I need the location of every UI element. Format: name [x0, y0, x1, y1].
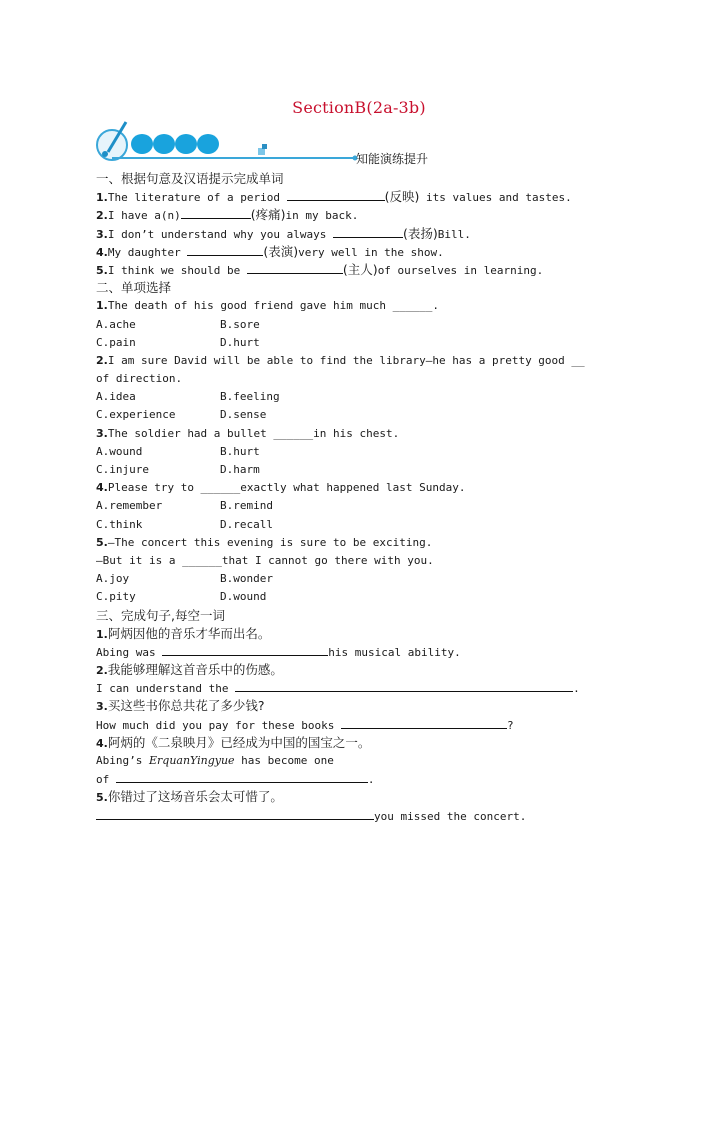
option-row	[96, 588, 636, 606]
answer-blank[interactable]	[187, 243, 263, 256]
sentence-prompt: 5.你错过了这场音乐会太可惜了。	[96, 789, 283, 805]
option-c[interactable]: C.think	[96, 517, 143, 531]
option-b[interactable]: B.sore	[220, 317, 260, 331]
answer-blank[interactable]	[235, 679, 573, 692]
option-row	[96, 406, 636, 424]
option-b[interactable]: B.remind	[220, 499, 273, 513]
option-d[interactable]: D.wound	[220, 590, 267, 604]
sentence-prompt: 2.我能够理解这首音乐中的伤感。	[96, 662, 283, 678]
fill-item: 5.I think we should be (主人)of ourselves in learning.	[96, 261, 544, 277]
fill-item: 4.My daughter (表演)very well in the show.	[96, 243, 444, 259]
option-d[interactable]: D.harm	[220, 463, 260, 476]
option-b[interactable]: B.wonder	[220, 572, 273, 586]
answer-blank[interactable]	[162, 643, 328, 656]
option-d[interactable]: D.sense	[220, 408, 267, 422]
option-a[interactable]: A.wound	[96, 444, 143, 458]
option-a[interactable]: A.remember	[96, 499, 163, 513]
sentence-answer: How much did you pay for these books ?	[96, 716, 636, 734]
option-row	[96, 570, 636, 588]
fill-item: 2.I have a(n) (疼痛)in my back.	[96, 207, 359, 223]
sentence-answer: you missed the concert.	[96, 807, 636, 825]
answer-blank[interactable]	[333, 225, 403, 238]
option-row	[96, 334, 636, 352]
banner-label: 知能演练提升	[356, 152, 429, 166]
fill-item: 1.The literature of a period (反映) its values and tastes.	[96, 189, 572, 205]
option-d[interactable]: D.hurt	[220, 335, 260, 349]
sentence-prompt: 1.阿炳因他的音乐才华而出名。	[96, 625, 271, 641]
answer-blank[interactable]	[181, 206, 251, 219]
question-stem-cont: —But it is a ______that I cannot go there with you.	[96, 553, 434, 567]
option-row	[96, 443, 636, 461]
option-c[interactable]: C.experience	[96, 408, 176, 422]
option-d[interactable]: D.recall	[220, 517, 273, 531]
option-row	[96, 316, 636, 334]
option-c[interactable]: C.pity	[96, 590, 136, 604]
pen-emblem-icon	[97, 122, 127, 160]
option-c[interactable]: C.injure	[96, 463, 149, 476]
option-c[interactable]: C.pain	[96, 335, 136, 349]
option-b[interactable]: B.hurt	[220, 444, 260, 458]
option-a[interactable]: A.joy	[96, 572, 130, 586]
question-stem-cont: of direction.	[96, 372, 183, 386]
question-stem: 3.The soldier had a bullet ______in his chest.	[96, 426, 400, 440]
option-row	[96, 497, 636, 515]
sentence-answer: I can understand the .	[96, 679, 636, 697]
answer-blank[interactable]	[341, 716, 507, 729]
option-row	[96, 388, 636, 406]
sentence-answer: Abing was his musical ability.	[96, 643, 636, 661]
part3-heading: 三、完成句子,每空一词	[96, 607, 225, 623]
page-title: SectionB(2a-3b)	[292, 98, 426, 117]
sentence-prompt: 4.阿炳的《二泉映月》已经成为中国的国宝之一。	[96, 734, 371, 750]
question-stem: 4.Please try to ______exactly what happened last Sunday.	[96, 481, 466, 495]
question-stem: 2.I am sure David will be able to find the library—he has a pretty good __	[96, 353, 585, 367]
answer-blank[interactable]	[116, 770, 368, 783]
answer-blank[interactable]	[96, 807, 374, 820]
part1-heading: 一、根据句意及汉语提示完成单词	[96, 171, 284, 186]
question-stem: 1.The death of his good friend gave him much ______.	[96, 299, 439, 313]
sentence-answer-cont: of .	[96, 770, 636, 788]
option-a[interactable]: A.idea	[96, 390, 136, 404]
option-a[interactable]: A.ache	[96, 317, 136, 331]
answer-blank[interactable]	[247, 261, 343, 274]
worksheet-content	[96, 170, 636, 825]
fill-item: 3.I don’t understand why you always (表扬)Bill.	[96, 225, 471, 241]
sentence-prompt: 3.买这些书你总共花了多少钱?	[96, 698, 265, 714]
square-decoration-icon	[258, 144, 267, 155]
option-row	[96, 516, 636, 534]
option-row	[96, 461, 636, 479]
part2-heading: 二、单项选择	[96, 280, 172, 296]
banner-dots	[131, 134, 219, 154]
option-b[interactable]: B.feeling	[220, 390, 280, 404]
answer-blank[interactable]	[287, 188, 385, 201]
question-stem: 5.—The concert this evening is sure to be exciting.	[96, 535, 433, 549]
sentence-answer: Abing’s ErquanYingyue has become one	[96, 754, 334, 767]
